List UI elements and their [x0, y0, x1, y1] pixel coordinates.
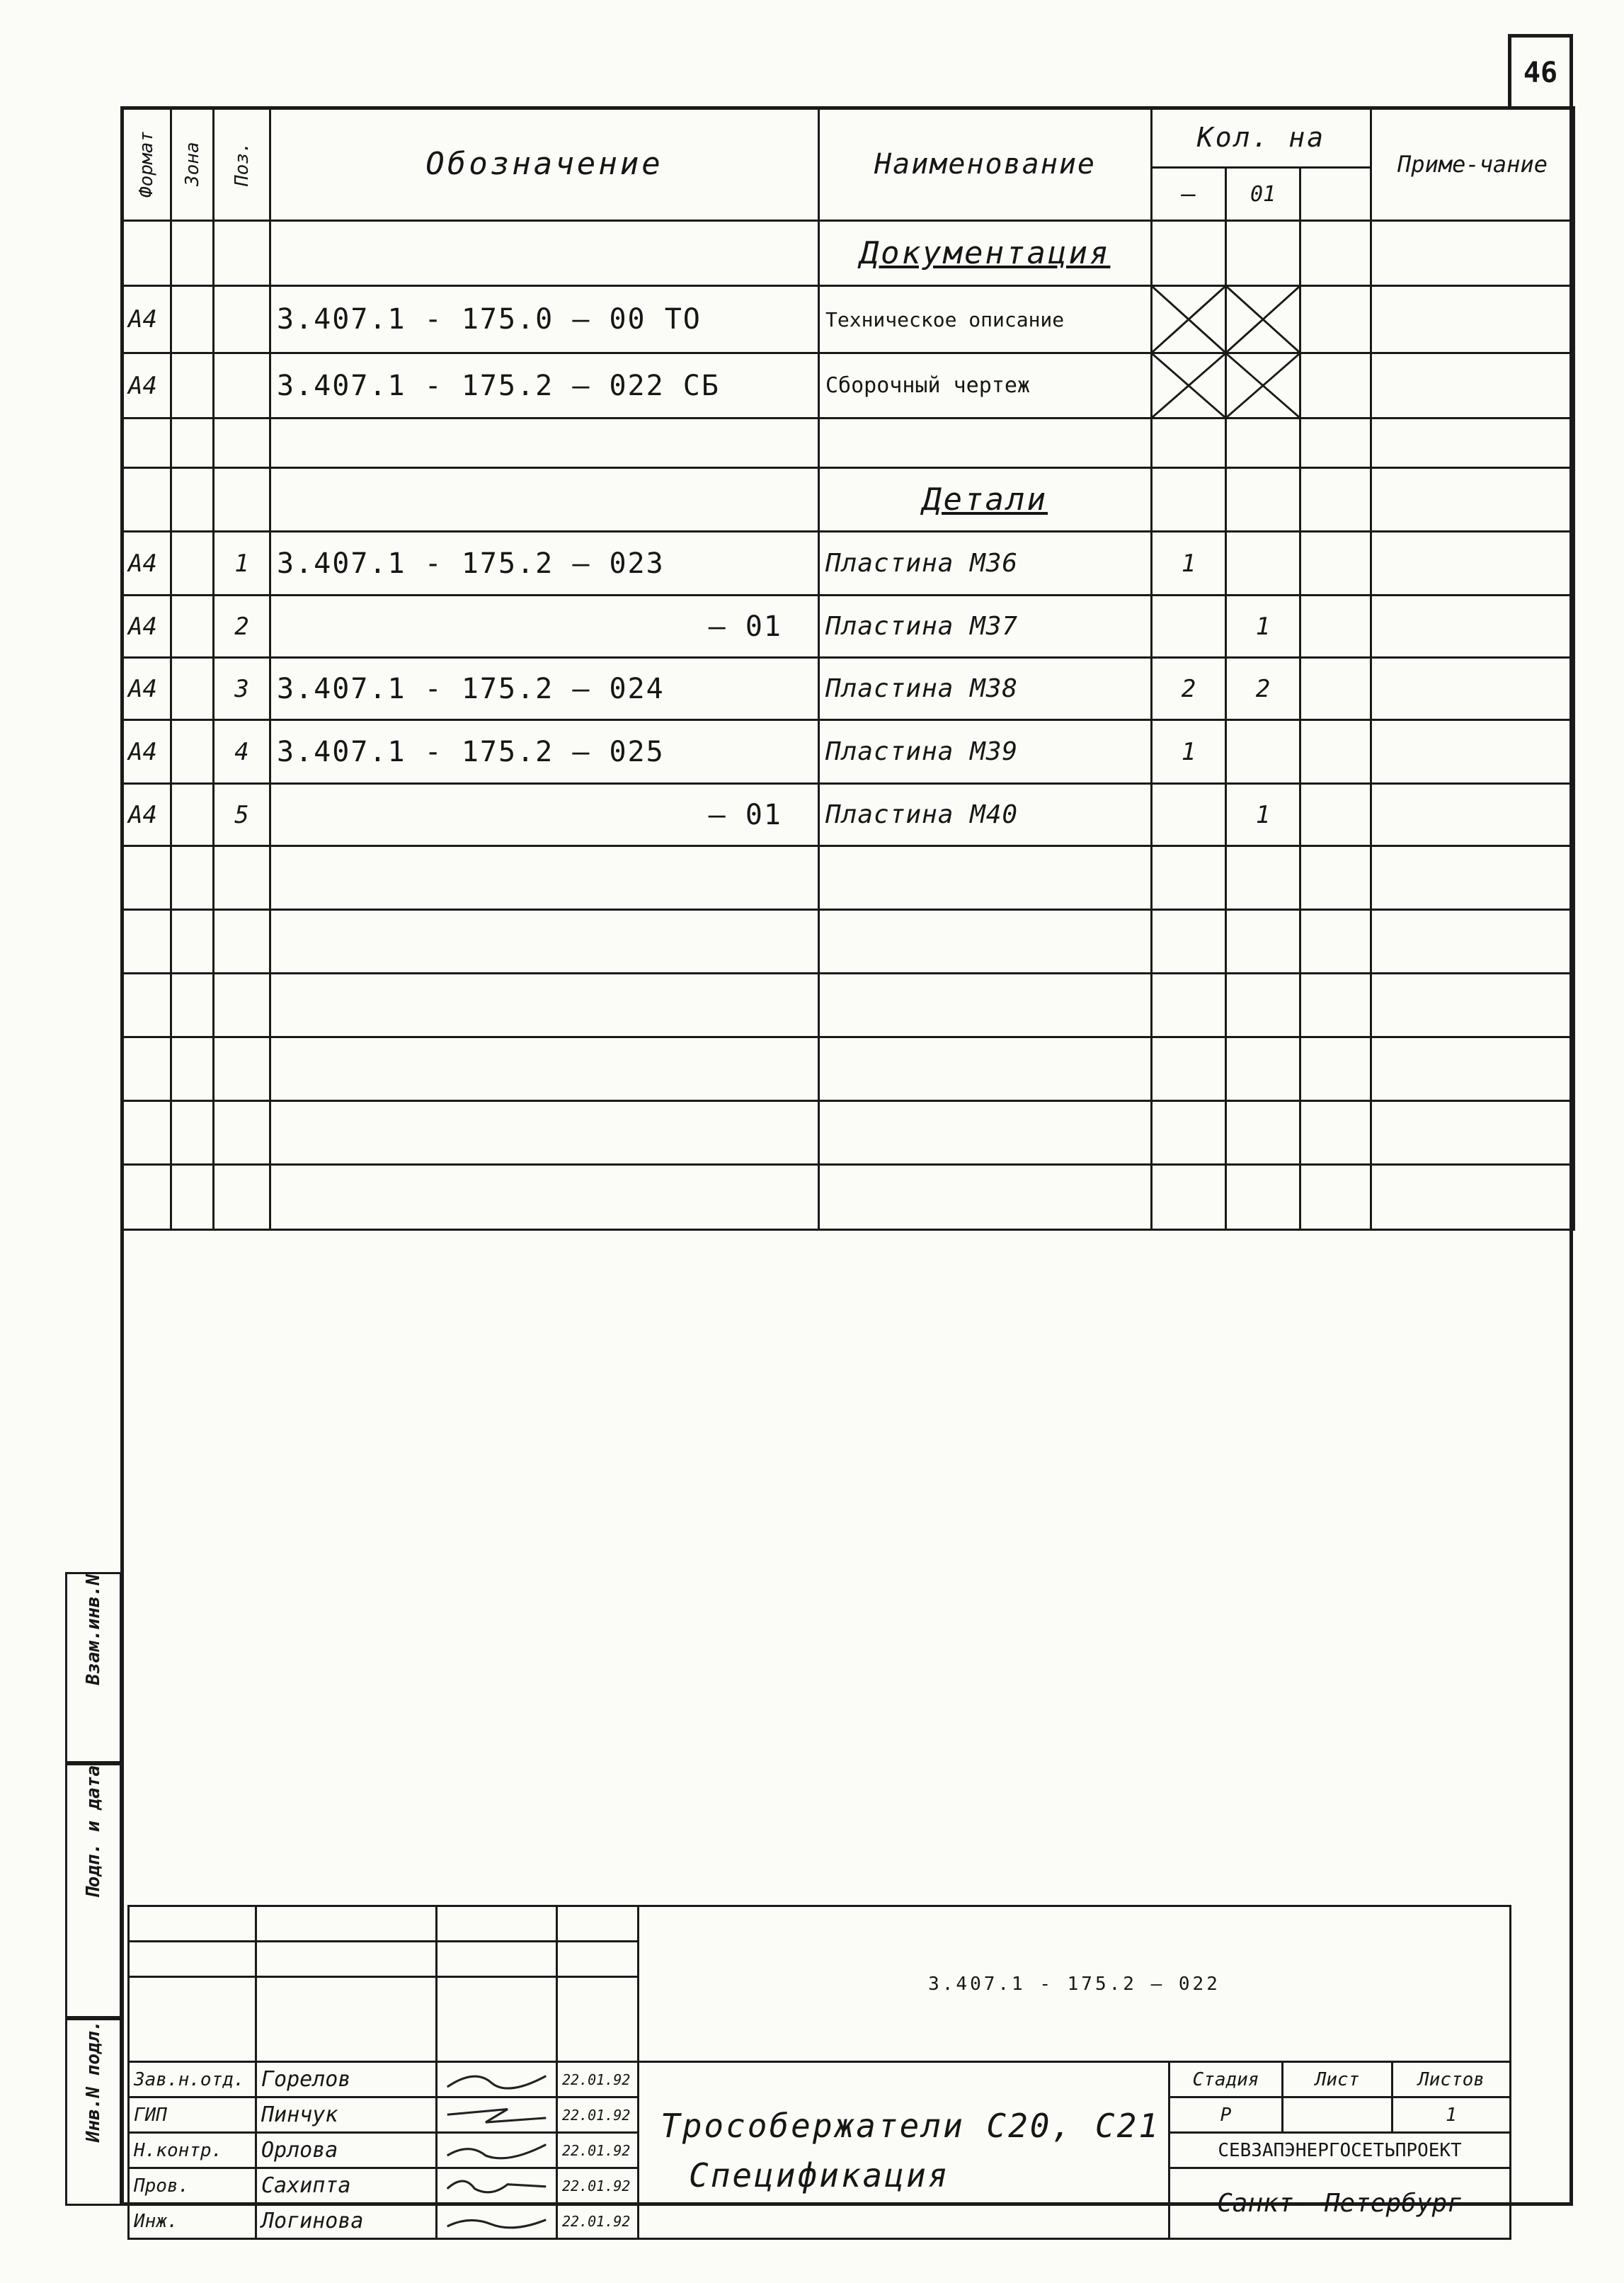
cross-mark: [1152, 353, 1226, 419]
doc-subtitle: Спецификация: [689, 2156, 950, 2194]
sheets-value: 1: [1393, 2097, 1511, 2133]
row-format: А4: [122, 658, 171, 720]
stamp-person: Горелов: [256, 2062, 437, 2097]
header-zone: Зона: [171, 108, 214, 221]
row-format: А4: [122, 532, 171, 596]
header-row: [122, 108, 1574, 168]
row-qty-2: 2: [1226, 658, 1300, 720]
stamp-role: Пров.: [129, 2168, 256, 2204]
signature: [437, 2168, 557, 2204]
row-format: А4: [122, 596, 171, 658]
table-row: [122, 1037, 1574, 1101]
side-sign-date: Подп. и дата: [65, 1763, 122, 2018]
sheet-number: 46: [1508, 34, 1573, 108]
org-city: Санкт- Петербург: [1170, 2168, 1511, 2239]
table-row: [122, 1101, 1574, 1165]
header-qty: Кол. на: [1152, 108, 1371, 168]
row-qty-2: 1: [1226, 596, 1300, 658]
row-designation: 3.407.1 - 175.2 — 022 СБ: [270, 353, 819, 419]
org-name: СЕВЗАПЭНЕРГОСЕТЬПРОЕКТ: [1170, 2133, 1511, 2168]
stamp-person: Орлова: [256, 2133, 437, 2168]
stamp-date: 22.01.92: [557, 2133, 639, 2168]
table-row: [122, 846, 1574, 910]
table-row: [122, 910, 1574, 974]
section-documentation: Документация: [819, 221, 1152, 286]
row-qty-2: 1: [1226, 784, 1300, 846]
doc-title: Трособержатели С20, С21: [661, 2106, 1160, 2145]
header-note: Приме-чание: [1371, 108, 1574, 221]
stamp-person: Логинова: [256, 2204, 437, 2239]
row-name: Пластина М36: [819, 532, 1152, 596]
row-designation: 3.407.1 - 175.2 — 024: [270, 658, 819, 720]
table-row: [122, 532, 1574, 596]
header-qty-dash: –: [1152, 168, 1226, 221]
row-qty-1: [1152, 784, 1226, 846]
row-qty-1: 1: [1152, 720, 1226, 784]
row-designation: — 01: [270, 784, 819, 846]
title-block: [127, 1905, 1511, 2240]
row-designation: 3.407.1 - 175.0 — 00 ТО: [270, 286, 819, 353]
header-designation: Обозначение: [270, 108, 819, 221]
sheet-label: Лист: [1283, 2062, 1393, 2097]
stamp-person: Сахипта: [256, 2168, 437, 2204]
row-pos: 1: [214, 532, 270, 596]
table-row: [122, 658, 1574, 720]
header-name: Наименование: [819, 108, 1152, 221]
row-designation: 3.407.1 - 175.2 — 023: [270, 532, 819, 596]
table-row: [122, 1165, 1574, 1230]
header-pos: Поз.: [214, 108, 270, 221]
table-row: [122, 974, 1574, 1037]
stamp-row: [129, 2062, 1511, 2097]
row-format: А4: [122, 286, 171, 353]
row-name: Сборочный чертеж: [819, 353, 1152, 419]
stamp-person: Пинчук: [256, 2097, 437, 2133]
stage-value: Р: [1170, 2097, 1283, 2133]
row-qty-2: [1226, 532, 1300, 596]
row-name: Пластина М37: [819, 596, 1152, 658]
row-designation: — 01: [270, 596, 819, 658]
signature: [437, 2204, 557, 2239]
stamp-role: Инж.: [129, 2204, 256, 2239]
row-pos: 3: [214, 658, 270, 720]
row-qty-2: [1226, 720, 1300, 784]
sheets-label: Листов: [1393, 2062, 1511, 2097]
table-row: [122, 720, 1574, 784]
stage-label: Стадия: [1170, 2062, 1283, 2097]
signature: [437, 2133, 557, 2168]
section-details: Детали: [819, 468, 1152, 532]
row-pos: 2: [214, 596, 270, 658]
signature: [437, 2097, 557, 2133]
cross-mark: [1226, 353, 1300, 419]
row-name: Техническое описание: [819, 286, 1152, 353]
row-pos: 4: [214, 720, 270, 784]
section-row: [122, 221, 1574, 286]
table-row: [122, 286, 1574, 353]
stamp-role: ГИП: [129, 2097, 256, 2133]
cross-mark: [1226, 286, 1300, 353]
side-inv-replace: Взам.инв.N: [65, 1572, 122, 1763]
row-qty-1: [1152, 596, 1226, 658]
row-pos: 5: [214, 784, 270, 846]
row-designation: 3.407.1 - 175.2 — 025: [270, 720, 819, 784]
table-row: [122, 784, 1574, 846]
header-format: Формат: [122, 108, 171, 221]
row-name: Пластина М38: [819, 658, 1152, 720]
doc-number: 3.407.1 - 175.2 — 022: [639, 1906, 1511, 2062]
stamp-date: 22.01.92: [557, 2062, 639, 2097]
table-row: [122, 419, 1574, 468]
row-name: Пластина М40: [819, 784, 1152, 846]
row-qty-1: 2: [1152, 658, 1226, 720]
stamp-role: Зав.н.отд.: [129, 2062, 256, 2097]
side-inv-orig: Инв.N подл.: [65, 2018, 122, 2206]
section-row: [122, 468, 1574, 532]
signature: [437, 2062, 557, 2097]
cross-mark: [1152, 286, 1226, 353]
row-format: А4: [122, 784, 171, 846]
stamp-date: 22.01.92: [557, 2168, 639, 2204]
row-format: А4: [122, 720, 171, 784]
table-row: [122, 353, 1574, 419]
row-qty-1: 1: [1152, 532, 1226, 596]
header-qty-01: 01: [1226, 168, 1300, 221]
row-format: А4: [122, 353, 171, 419]
stamp-role: Н.контр.: [129, 2133, 256, 2168]
stamp-date: 22.01.92: [557, 2097, 639, 2133]
specification-table: [120, 106, 1575, 1231]
row-name: Пластина М39: [819, 720, 1152, 784]
table-row: [122, 596, 1574, 658]
stamp-date: 22.01.92: [557, 2204, 639, 2239]
